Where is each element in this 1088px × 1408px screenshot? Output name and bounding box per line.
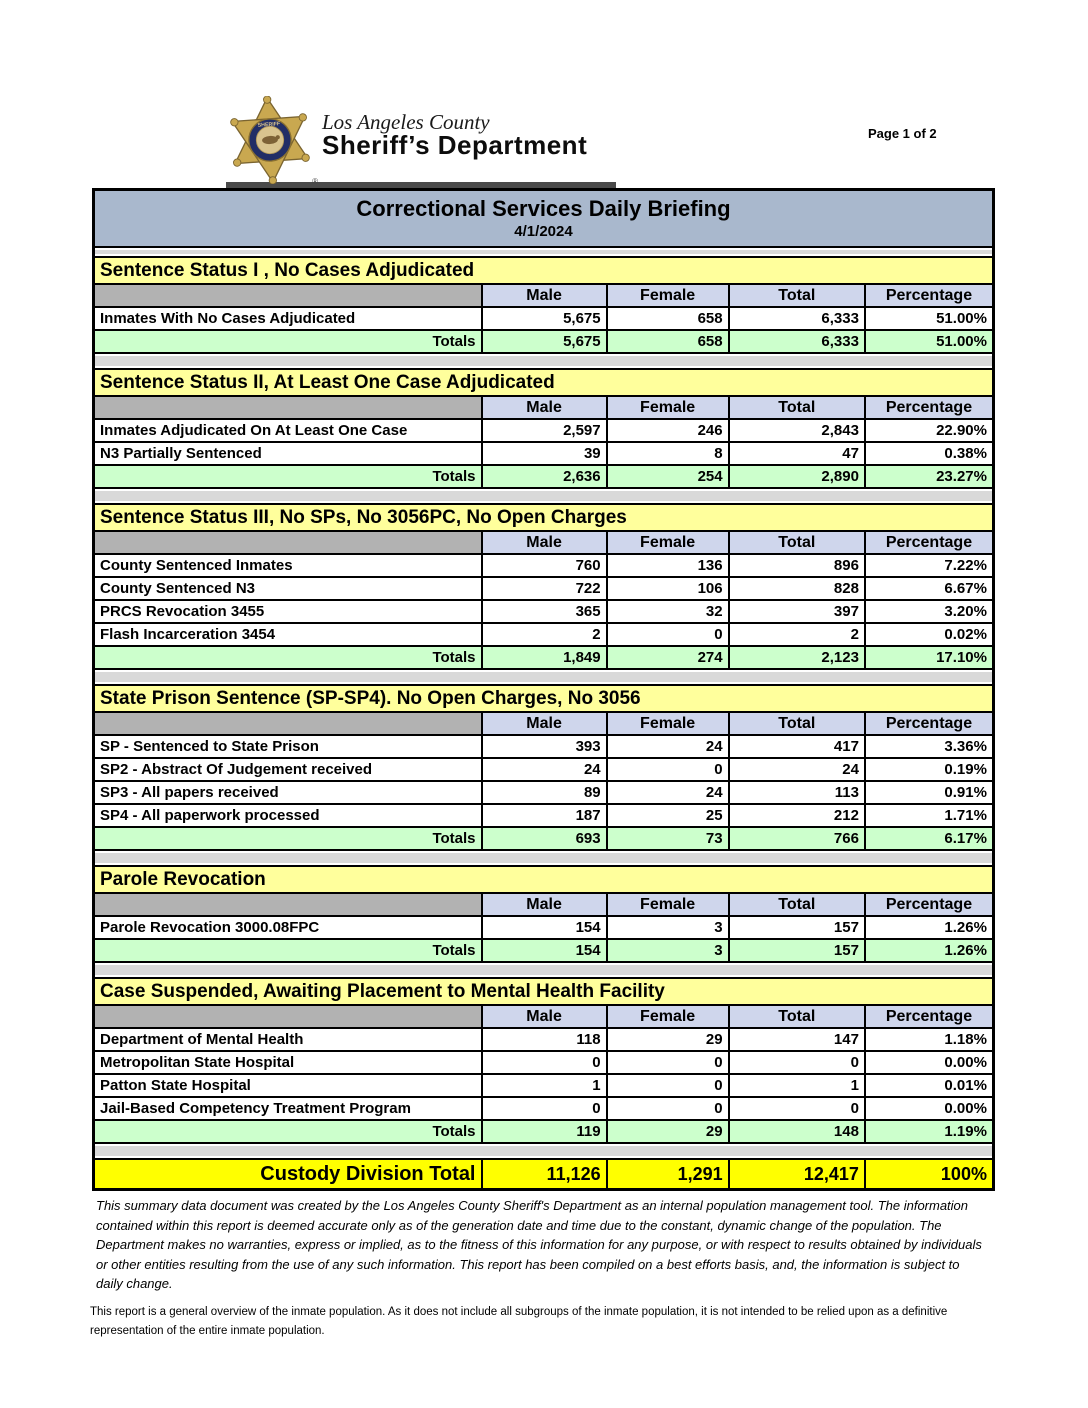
table-row [95,805,992,828]
row-total-value: 6,333 [730,308,866,331]
totals-male-value: 1,849 [483,647,608,670]
table-row [95,308,992,331]
section-title: Parole Revocation [95,865,992,894]
row-female-value: 136 [608,555,730,578]
row-female-value: 25 [608,805,730,828]
totals-row [95,331,992,354]
section-spacer [95,489,992,503]
table-row [95,782,992,805]
row-total-value: 397 [730,601,866,624]
totals-percentage-value: 1.26% [866,940,992,963]
section-spacer [95,670,992,684]
row-label: SP2 - Abstract Of Judgement received [95,759,483,782]
totals-total-value: 2,123 [730,647,866,670]
row-female-value: 658 [608,308,730,331]
totals-male-value: 2,636 [483,466,608,489]
column-header-total: Total [730,1006,866,1029]
row-percentage-value: 6.67% [866,578,992,601]
table-row [95,917,992,940]
column-header-row [95,285,992,308]
grand-total-label: Custody Division Total [95,1158,483,1188]
row-label: Inmates With No Cases Adjudicated [95,308,483,331]
totals-row [95,940,992,963]
totals-row [95,828,992,851]
row-label: Department of Mental Health [95,1029,483,1052]
overview-note-text: This report is a general overview of the inmate population. As it does not include all subgroups of the inmate population, it is not intended to be relied upon as a definitive representation of the entire inmate population. [90,1306,948,1337]
row-total-value: 24 [730,759,866,782]
row-percentage-value: 1.26% [866,917,992,940]
row-label: Parole Revocation 3000.08FPC [95,917,483,940]
row-male-value: 118 [483,1029,608,1052]
totals-percentage-value: 23.27% [866,466,992,489]
row-male-value: 154 [483,917,608,940]
row-label: Patton State Hospital [95,1075,483,1098]
column-header-female: Female [608,894,730,917]
totals-label: Totals [95,647,483,670]
row-total-value: 113 [730,782,866,805]
row-label: Metropolitan State Hospital [95,1052,483,1075]
row-total-value: 1 [730,1075,866,1098]
report-date: 4/1/2024 [514,223,573,240]
row-male-value: 89 [483,782,608,805]
row-percentage-value: 22.90% [866,420,992,443]
row-percentage-value: 0.91% [866,782,992,805]
row-total-value: 147 [730,1029,866,1052]
row-total-value: 0 [730,1098,866,1121]
row-label: SP4 - All paperwork processed [95,805,483,828]
row-male-value: 39 [483,443,608,466]
row-female-value: 0 [608,1052,730,1075]
column-header-total: Total [730,397,866,420]
table-row [95,736,992,759]
totals-percentage-value: 1.19% [866,1121,992,1144]
row-female-value: 3 [608,917,730,940]
totals-total-value: 148 [730,1121,866,1144]
totals-label: Totals [95,466,483,489]
column-header-row [95,1006,992,1029]
section-title: Case Suspended, Awaiting Placement to Mental Health Facility [95,977,992,1006]
column-header-total: Total [730,713,866,736]
grand-total-percentage-value: 100% [866,1158,992,1188]
row-percentage-value: 3.20% [866,601,992,624]
totals-female-value: 3 [608,940,730,963]
totals-total-value: 6,333 [730,331,866,354]
totals-male-value: 5,675 [483,331,608,354]
totals-male-value: 119 [483,1121,608,1144]
row-label: County Sentenced Inmates [95,555,483,578]
grand-total-total-value: 12,417 [730,1158,866,1188]
grand-total-row [95,1158,992,1188]
totals-male-value: 693 [483,828,608,851]
logo-text [322,97,587,159]
row-male-value: 1 [483,1075,608,1098]
table-row [95,578,992,601]
totals-percentage-value: 51.00% [866,331,992,354]
section-title: State Prison Sentence (SP-SP4). No Open Charges, No 3056 [95,684,992,713]
totals-male-value: 154 [483,940,608,963]
row-female-value: 32 [608,601,730,624]
column-header-female: Female [608,397,730,420]
totals-label: Totals [95,1121,483,1144]
header-spacer-cell [95,1006,483,1029]
column-header-male: Male [483,894,608,917]
row-female-value: 24 [608,782,730,805]
row-female-value: 24 [608,736,730,759]
row-label: Jail-Based Competency Treatment Program [95,1098,483,1121]
totals-total-value: 2,890 [730,466,866,489]
table-row [95,555,992,578]
totals-label: Totals [95,828,483,851]
grand-total-male-value: 11,126 [483,1158,608,1188]
row-female-value: 0 [608,624,730,647]
header-spacer-cell [95,285,483,308]
column-header-percentage: Percentage [866,1006,992,1029]
column-header-percentage: Percentage [866,397,992,420]
totals-row [95,466,992,489]
section-title: Sentence Status III, No SPs, No 3056PC, No Open Charges [95,503,992,532]
column-header-male: Male [483,713,608,736]
row-percentage-value: 0.38% [866,443,992,466]
row-total-value: 896 [730,555,866,578]
report-title: Correctional Services Daily Briefing [356,196,731,221]
column-header-row [95,397,992,420]
row-female-value: 246 [608,420,730,443]
totals-female-value: 274 [608,647,730,670]
row-total-value: 2,843 [730,420,866,443]
row-male-value: 24 [483,759,608,782]
row-percentage-value: 51.00% [866,308,992,331]
column-header-row [95,532,992,555]
department-logo [226,97,616,188]
column-header-percentage: Percentage [866,894,992,917]
row-total-value: 212 [730,805,866,828]
registered-trademark: ® [312,177,318,186]
report-title-block [95,191,992,248]
row-label: SP3 - All papers received [95,782,483,805]
row-male-value: 760 [483,555,608,578]
column-header-row [95,713,992,736]
totals-female-value: 658 [608,331,730,354]
row-total-value: 0 [730,1052,866,1075]
table-row [95,1075,992,1098]
page-indicator: Page 1 of 2 [868,126,937,141]
row-female-value: 106 [608,578,730,601]
row-percentage-value: 1.18% [866,1029,992,1052]
header-spacer-cell [95,713,483,736]
sections-container [95,248,992,1144]
header-spacer-cell [95,532,483,555]
totals-percentage-value: 17.10% [866,647,992,670]
column-header-percentage: Percentage [866,713,992,736]
column-header-male: Male [483,285,608,308]
table-row [95,1098,992,1121]
logo-department-line: Sheriff’s Department [322,130,588,160]
row-percentage-value: 0.19% [866,759,992,782]
row-label: Inmates Adjudicated On At Least One Case [95,420,483,443]
row-total-value: 828 [730,578,866,601]
column-header-total: Total [730,285,866,308]
row-male-value: 2 [483,624,608,647]
row-total-value: 47 [730,443,866,466]
totals-percentage-value: 6.17% [866,828,992,851]
sheriff-star-badge-icon [226,96,318,186]
table-row [95,601,992,624]
row-female-value: 0 [608,1098,730,1121]
daily-briefing-report [92,188,995,1191]
row-male-value: 365 [483,601,608,624]
header-spacer-cell [95,397,483,420]
totals-female-value: 254 [608,466,730,489]
column-header-total: Total [730,532,866,555]
column-header-row [95,894,992,917]
section-spacer [95,1144,992,1158]
header-spacer-cell [95,894,483,917]
row-total-value: 157 [730,917,866,940]
column-header-female: Female [608,713,730,736]
section-spacer [95,963,992,977]
row-male-value: 2,597 [483,420,608,443]
row-male-value: 393 [483,736,608,759]
section-title: Sentence Status II, At Least One Case Adjudicated [95,368,992,397]
column-header-male: Male [483,1006,608,1029]
section-spacer [95,248,992,256]
section-spacer [95,354,992,368]
totals-label: Totals [95,331,483,354]
table-row [95,1029,992,1052]
row-percentage-value: 0.00% [866,1052,992,1075]
row-label: County Sentenced N3 [95,578,483,601]
column-header-female: Female [608,1006,730,1029]
row-percentage-value: 0.01% [866,1075,992,1098]
table-row [95,1052,992,1075]
row-male-value: 5,675 [483,308,608,331]
row-male-value: 0 [483,1052,608,1075]
row-percentage-value: 1.71% [866,805,992,828]
row-male-value: 187 [483,805,608,828]
row-total-value: 417 [730,736,866,759]
grand-total-female-value: 1,291 [608,1158,730,1188]
column-header-female: Female [608,532,730,555]
column-header-total: Total [730,894,866,917]
row-female-value: 0 [608,1075,730,1098]
column-header-male: Male [483,532,608,555]
row-percentage-value: 3.36% [866,736,992,759]
totals-row [95,1121,992,1144]
row-percentage-value: 7.22% [866,555,992,578]
totals-female-value: 73 [608,828,730,851]
row-total-value: 2 [730,624,866,647]
disclaimer-text: This summary data document was created by the Los Angeles County Sheriff's Department as an internal population management tool. The information contained within this report is deemed accurate only as of the generation date and time due to the constant, dynamic change of the population. The Department makes no warranties, express or implied, as to the fitness of this information for any purpose, or with respect to results obtained by individuals or other entities resulting from the use of any such information. This report has been compiled on a best efforts basis, and, the information is subject to daily change. [96,1198,982,1291]
column-header-percentage: Percentage [866,532,992,555]
row-label: Flash Incarceration 3454 [95,624,483,647]
row-label: N3 Partially Sentenced [95,443,483,466]
totals-label: Totals [95,940,483,963]
row-male-value: 0 [483,1098,608,1121]
row-female-value: 29 [608,1029,730,1052]
totals-total-value: 766 [730,828,866,851]
row-label: PRCS Revocation 3455 [95,601,483,624]
column-header-female: Female [608,285,730,308]
svg-text:SHERIFF: SHERIFF [257,121,281,129]
row-percentage-value: 0.02% [866,624,992,647]
table-row [95,759,992,782]
table-row [95,443,992,466]
row-female-value: 0 [608,759,730,782]
section-title: Sentence Status I , No Cases Adjudicated [95,256,992,285]
row-male-value: 722 [483,578,608,601]
column-header-percentage: Percentage [866,285,992,308]
table-row [95,624,992,647]
row-label: SP - Sentenced to State Prison [95,736,483,759]
row-female-value: 8 [608,443,730,466]
table-row [95,420,992,443]
row-percentage-value: 0.00% [866,1098,992,1121]
column-header-male: Male [483,397,608,420]
totals-female-value: 29 [608,1121,730,1144]
totals-total-value: 157 [730,940,866,963]
totals-row [95,647,992,670]
logo-county-line: Los Angeles County [322,110,490,134]
section-spacer [95,851,992,865]
